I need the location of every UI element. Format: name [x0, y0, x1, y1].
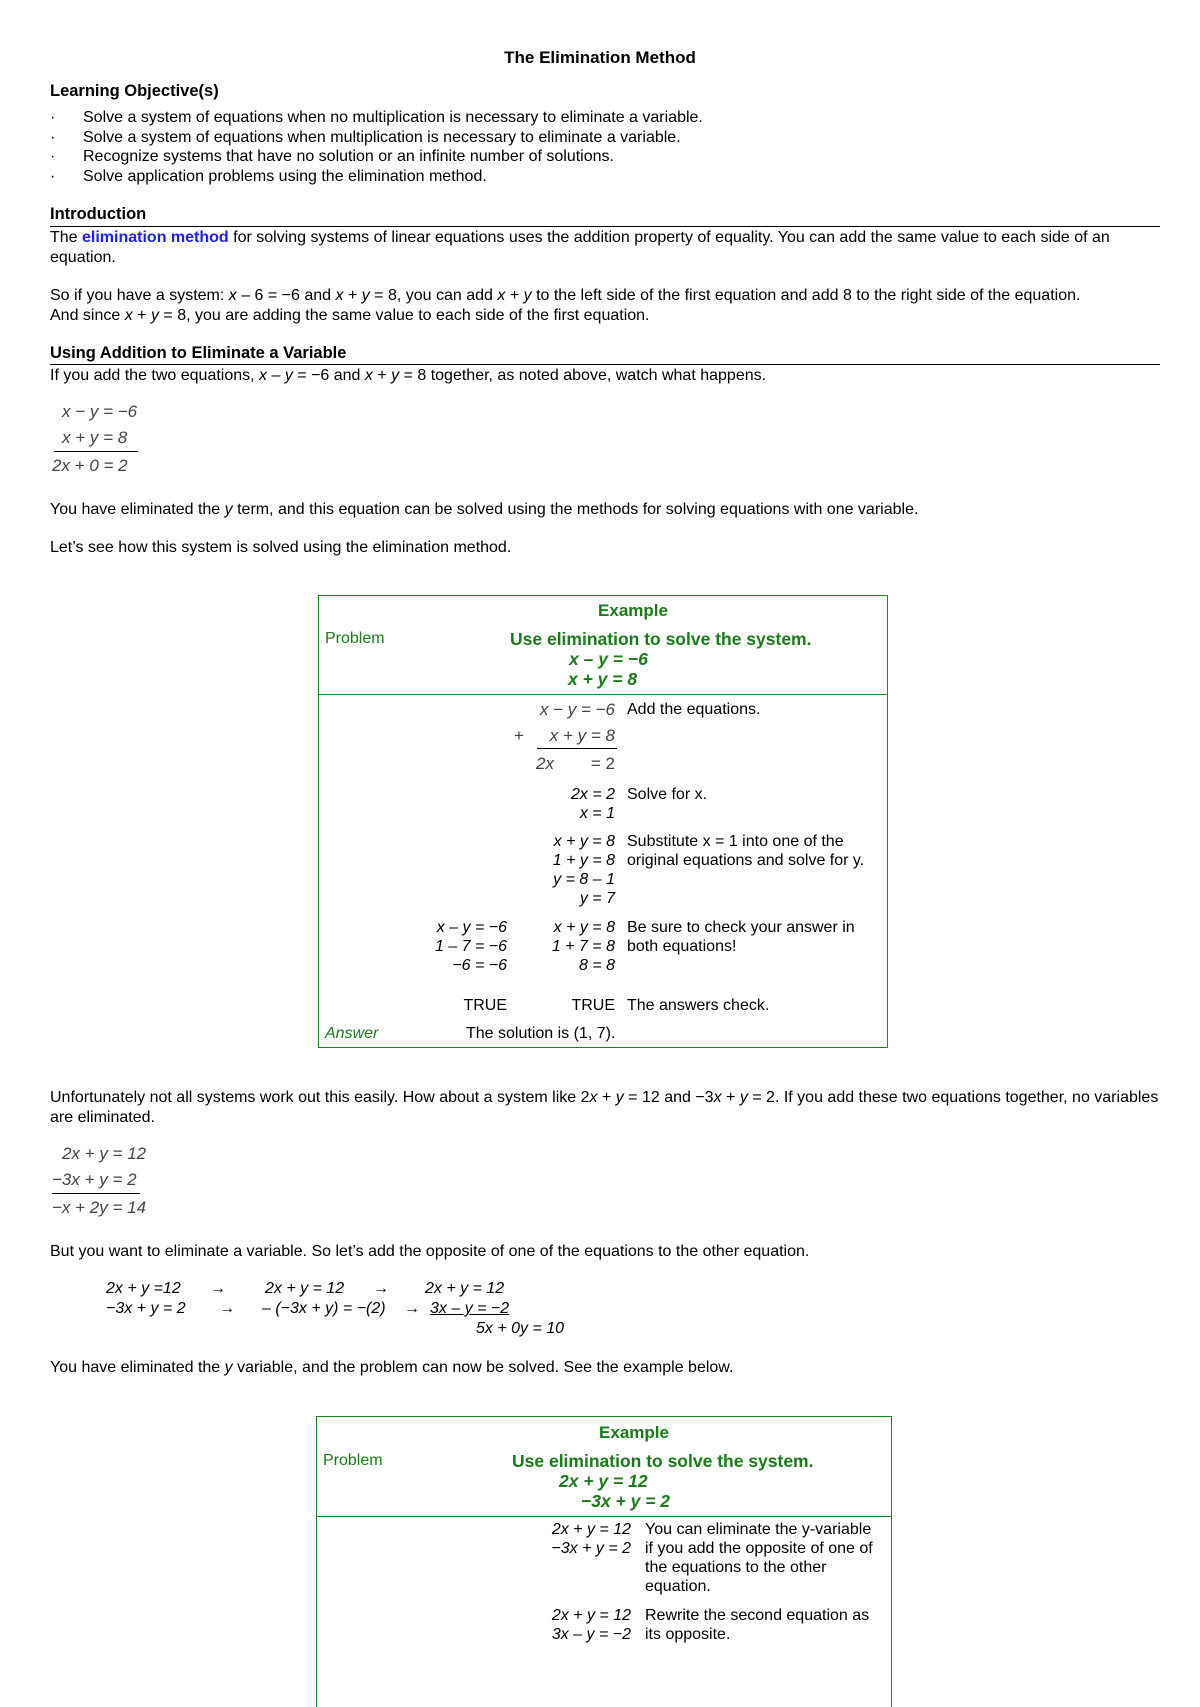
addition-paragraph-2: You have eliminated the y term, and this equation can be solved using the methods for solving equations with one variable.: [50, 501, 919, 518]
system-eq-2: −3x + y = 2: [581, 1491, 671, 1511]
chain-a1: 2x + y =12: [106, 1280, 181, 1297]
step3-eq-2: 1 + y = 8: [552, 852, 615, 869]
step1-note-3: the equations to the other: [645, 1559, 827, 1576]
true-note: The answers check.: [627, 997, 770, 1014]
section-divider: [50, 364, 1160, 365]
addition-paragraph-3: Let’s see how this system is solved using the elimination method.: [50, 539, 512, 556]
step1-eq-1: 2x + y = 12: [551, 1521, 631, 1538]
step3-eq-3: y = 8 – 1: [553, 871, 615, 888]
list-item: · Solve a system of equations when no multiplication is necessary to eliminate a variable.: [50, 109, 703, 126]
check-note-1: Be sure to check your answer in: [627, 919, 855, 936]
arrow-icon: →: [219, 1300, 235, 1317]
check-left-1: x – y = −6: [436, 919, 507, 936]
section2-paragraph-1: Unfortunately not all systems work out this easily. How about a system like 2x + y = 12 and −3x + y = 2. If you add these two equations together, no variables are eliminated.: [50, 1089, 1159, 1126]
addition-eq-3: 2x + 0 = 2: [52, 456, 128, 475]
section-divider: [50, 226, 1160, 227]
step2-note-1: Rewrite the second equation as: [645, 1607, 870, 1624]
objectives-list: [50, 108, 703, 186]
step3-note-1: Substitute x = 1 into one of the: [627, 833, 844, 850]
intro-paragraph-1: The elimination method for solving systems of linear equations uses the addition property of equality. You can add the same value to each side of an equation.: [50, 229, 1110, 266]
sum-line: [54, 451, 138, 452]
section2-eq-2: −3x + y = 2: [52, 1170, 137, 1189]
section2-eq-1: 2x + y = 12: [62, 1144, 147, 1163]
sum-line: [52, 1193, 140, 1194]
step1-note-2: if you add the opposite of one of: [645, 1540, 873, 1557]
box-divider: [317, 1516, 891, 1517]
check-right-1: x + y = 8: [553, 919, 615, 936]
step1-note-4: equation.: [645, 1578, 711, 1595]
addition-paragraph-1: If you add the two equations, x – y = −6 and x + y = 8 together, as noted above, watch what happens.: [50, 367, 767, 384]
step1-eq-3b: = 2: [590, 754, 615, 773]
addition-heading: Using Addition to Eliminate a Variable: [50, 344, 347, 362]
example-1-box: [318, 595, 888, 1048]
introduction-heading: Introduction: [50, 205, 147, 223]
chain-c2: 3x – y = −2: [430, 1300, 510, 1317]
step1-eq-3a: 2x: [536, 754, 554, 773]
check-left-2: 1 – 7 = −6: [434, 938, 507, 955]
check-note-2: both equations!: [627, 938, 737, 955]
chain-c1: 2x + y = 12: [425, 1280, 505, 1297]
intro-paragraph-2: So if you have a system: x – 6 = −6 and x + y = 8, you can add x + y to the left side of the first equation and add 8 to the right side of the equation. And since x + y = 8, you are adding the same value to each side of the first equation.: [50, 287, 1081, 324]
check-right-2: 1 + 7 = 8: [551, 938, 615, 955]
problem-label: Problem: [323, 1452, 383, 1469]
step1-note-1: You can eliminate the y-variable: [645, 1521, 872, 1538]
check-right-3: 8 = 8: [578, 957, 615, 974]
answer-text: The solution is (1, 7).: [466, 1025, 616, 1042]
addition-eq-1: x − y = −6: [62, 402, 138, 421]
elimination-method-term: elimination method: [82, 229, 229, 246]
step2-eq-1: 2x + y = 12: [551, 1607, 631, 1624]
section2-eq-3: −x + 2y = 14: [52, 1198, 147, 1217]
system-eq-1: x – y = −6: [569, 649, 648, 669]
addition-eq-2: x + y = 8: [62, 428, 128, 447]
step1-note: Add the equations.: [627, 701, 761, 718]
example-prompt: Use elimination to solve the system.: [510, 629, 812, 649]
step2-note-2: its opposite.: [645, 1626, 731, 1643]
system-eq-1: 2x + y = 12: [559, 1471, 648, 1491]
chain-b1: 2x + y = 12: [265, 1280, 345, 1297]
step3-note-2: original equations and solve for y.: [627, 852, 865, 869]
page-title: The Elimination Method: [504, 48, 696, 67]
step3-eq-4: y = 7: [579, 890, 615, 907]
example-header: Example: [599, 1423, 669, 1442]
example-2-box: [316, 1416, 892, 1707]
step1-eq-1: x − y = −6: [539, 700, 615, 719]
step1-eq-2: x + y = 8: [549, 726, 615, 745]
list-item: · Solve a system of equations when multiplication is necessary to eliminate a variable.: [50, 128, 681, 146]
system-eq-2: x + y = 8: [568, 669, 638, 689]
objectives-heading: Learning Objective(s): [50, 82, 219, 100]
arrow-icon: →: [210, 1280, 226, 1297]
box-divider: [319, 694, 887, 695]
sum-line: [537, 748, 617, 749]
section2-paragraph-2: But you want to eliminate a variable. So let’s add the opposite of one of the equations to the other equation.: [50, 1243, 810, 1260]
chain-c3: 5x + 0y = 10: [476, 1320, 565, 1337]
step2-eq-1: 2x = 2: [570, 786, 615, 803]
section2-paragraph-3: You have eliminated the y variable, and the problem can now be solved. See the example below.: [50, 1359, 734, 1376]
list-item: · Recognize systems that have no solution or an infinite number of solutions.: [50, 148, 614, 165]
arrow-icon: →: [404, 1300, 420, 1317]
step2-eq-2: 3x – y = −2: [551, 1626, 631, 1643]
list-item: · Solve application problems using the elimination method.: [50, 167, 487, 185]
example-header: Example: [598, 601, 668, 620]
check-left-3: −6 = −6: [452, 957, 507, 974]
step2-note: Solve for x.: [627, 786, 708, 803]
step3-eq-1: x + y = 8: [553, 833, 615, 850]
true-right: TRUE: [571, 997, 615, 1014]
chain-a2: −3x + y = 2: [106, 1300, 186, 1317]
example-prompt: Use elimination to solve the system.: [512, 1451, 814, 1471]
chain-b2: – (−3x + y) = −(2): [262, 1300, 386, 1317]
true-left: TRUE: [463, 997, 507, 1014]
step1-eq-2: −3x + y = 2: [551, 1540, 631, 1557]
plus-sign: +: [514, 726, 524, 745]
answer-label: Answer: [325, 1025, 379, 1042]
problem-label: Problem: [325, 630, 385, 647]
step2-eq-2: x = 1: [579, 805, 615, 822]
arrow-icon: →: [373, 1280, 389, 1297]
